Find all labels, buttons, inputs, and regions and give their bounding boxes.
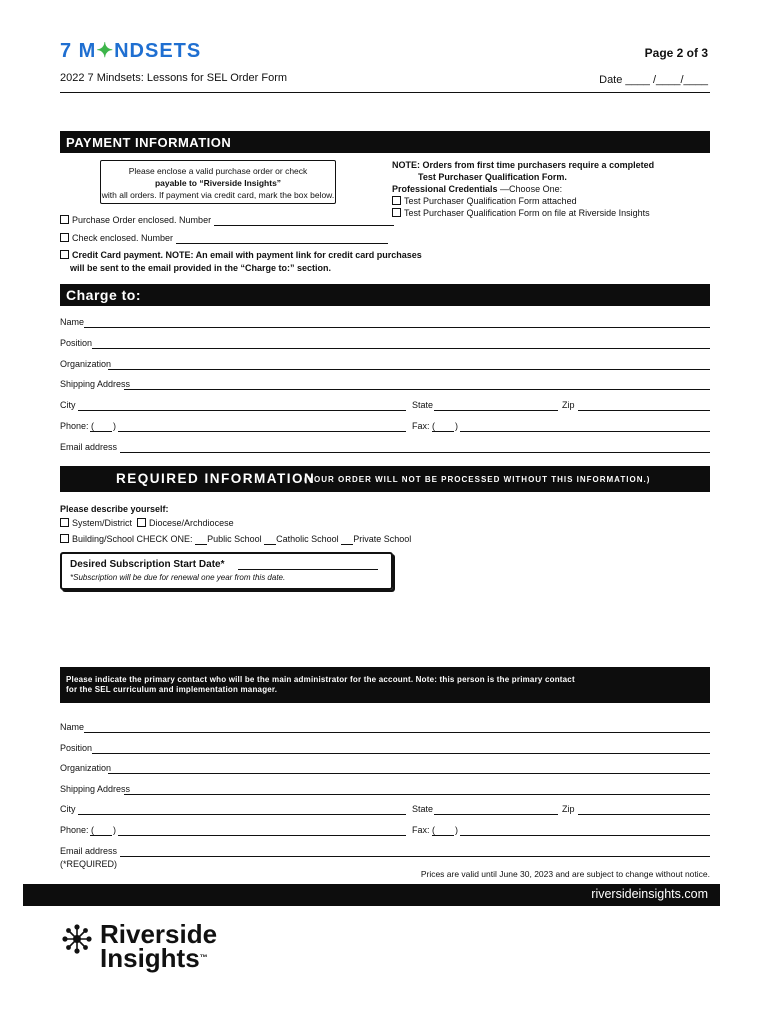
charge-name-row[interactable]: Name [60,317,710,329]
contact-state-field[interactable] [434,814,558,815]
describe-yourself-label: Please describe yourself: [60,504,169,514]
purchase-order-checkbox[interactable] [60,215,69,224]
payment-section-header [60,131,710,153]
required-note: (*REQUIRED) [60,859,118,869]
figure-icon: ✦ [96,40,115,62]
credit-card-option[interactable]: Credit Card payment. NOTE: An email with payment link for credit card purchases [60,250,422,261]
contact-shipping-field[interactable] [124,794,710,795]
contact-name-field[interactable] [84,732,710,733]
cred-attached-checkbox[interactable] [392,196,401,205]
diocese-checkbox[interactable] [137,518,146,527]
subscription-start-date-box[interactable] [60,552,393,590]
seven-mindsets-logo: 7 M✦NDSETS [60,40,202,62]
po-number-field[interactable] [214,216,394,226]
first-time-note-1: NOTE: Orders from first time purchasers require a completed [392,160,655,170]
contact-shipping-row[interactable]: Shipping Address [60,784,710,796]
charge-position-field[interactable] [92,348,710,349]
charge-zip-field[interactable] [578,410,710,411]
date-field[interactable]: Date ____ /____/____ [599,74,708,86]
catholic-school-mark[interactable] [264,535,276,545]
enclose-line-3: with all orders. If payment via credit card, mark the box below. [101,190,335,200]
charge-position-row[interactable]: Position [60,338,710,350]
charge-to-title: Charge to: [66,287,141,303]
public-school-mark[interactable] [195,535,207,545]
charge-fax-field[interactable] [460,431,710,432]
riverside-insights-wordmark: Riverside Insights™ [100,919,218,973]
required-info-header [60,466,710,492]
charge-city-row[interactable]: City State Zip [60,400,710,412]
charge-email-field[interactable] [120,452,710,453]
check-number-field[interactable] [176,234,388,244]
org-type-row-1[interactable]: System/District Diocese/Archdiocese [60,518,234,529]
building-school-checkbox[interactable] [60,534,69,543]
payment-title: PAYMENT INFORMATION [66,135,232,150]
charge-name-field[interactable] [84,327,710,328]
contact-org-field[interactable] [108,773,710,774]
riverside-insights-mark-icon [60,922,94,956]
charge-shipping-row[interactable]: Shipping Address [60,379,710,391]
system-district-checkbox[interactable] [60,518,69,527]
org-type-row-2[interactable]: Building/School CHECK ONE: Public School Catholic School Private School [60,534,411,545]
contact-phone-row[interactable]: Phone: ( ) Fax: ( ) [60,825,710,837]
contact-name-row[interactable]: Name [60,722,710,734]
charge-shipping-field[interactable] [124,389,710,390]
charge-phone-row[interactable]: Phone: ( ) Fax: ( ) [60,421,710,433]
charge-org-field[interactable] [108,369,710,370]
charge-to-header [60,284,710,306]
start-date-label: Desired Subscription Start Date* [70,559,225,570]
page-indicator: Page 2 of 3 [644,46,708,60]
first-time-note-2: Test Purchaser Qualification Form. [418,172,567,182]
enclose-line-1: Please enclose a valid purchase order or check [128,166,308,176]
contact-email-field[interactable] [120,856,710,857]
credit-card-note: will be sent to the email provided in the “Charge to:” section. [70,263,332,273]
start-date-note: *Subscription will be due for renewal one year from this date. [70,573,286,582]
contact-phone-field[interactable] [118,835,406,836]
enclose-line-2: payable to “Riverside Insights” [154,178,282,188]
charge-phone-area-field[interactable] [90,431,112,432]
contact-phone-area-field[interactable] [90,835,112,836]
contact-zip-field[interactable] [578,814,710,815]
private-school-mark[interactable] [341,535,353,545]
contact-city-row[interactable]: City State Zip [60,804,710,816]
cred-on-file-option[interactable]: Test Purchaser Qualification Form on file at Riverside Insights [392,208,650,219]
required-info-subtitle: (YOUR ORDER WILL NOT BE PROCESSED WITHOUT THIS INFORMATION.) [304,475,651,484]
contact-email-row[interactable]: Email address [60,846,710,858]
primary-contact-note: Please indicate the primary contact who will be the main administrator for the account. Note: this person is the primary contact for the SEL curriculum and implementation manager. [66,675,575,694]
charge-fax-area-field[interactable] [432,431,454,432]
contact-fax-field[interactable] [460,835,710,836]
charge-state-field[interactable] [434,410,558,411]
charge-city-field[interactable] [78,410,406,411]
charge-email-row[interactable]: Email address [60,442,710,454]
footer-bar [23,884,720,906]
form-title: 2022 7 Mindsets: Lessons for SEL Order Form [60,72,288,84]
website-link[interactable]: riversideinsights.com [591,887,708,901]
charge-org-row[interactable]: Organization [60,359,710,371]
cred-attached-option[interactable]: Test Purchaser Qualification Form attached [392,196,577,207]
header-divider [60,92,710,93]
required-info-title: REQUIRED INFORMATION [116,471,316,486]
charge-phone-field[interactable] [118,431,406,432]
check-option[interactable]: Check enclosed. Number [60,233,388,244]
contact-position-field[interactable] [92,753,710,754]
primary-contact-header [60,667,710,703]
purchase-order-option[interactable]: Purchase Order enclosed. Number [60,215,394,226]
contact-org-row[interactable]: Organization [60,763,710,775]
contact-position-row[interactable]: Position [60,743,710,755]
credit-card-checkbox[interactable] [60,250,69,259]
contact-city-field[interactable] [78,814,406,815]
cred-on-file-checkbox[interactable] [392,208,401,217]
contact-fax-area-field[interactable] [432,835,454,836]
start-date-field[interactable] [238,569,378,570]
price-validity-note: Prices are valid until June 30, 2023 and are subject to change without notice. [420,869,710,879]
enclose-instructions-box [100,160,336,204]
credentials-label: Professional Credentials —Choose One: [392,184,563,194]
check-checkbox[interactable] [60,233,69,242]
